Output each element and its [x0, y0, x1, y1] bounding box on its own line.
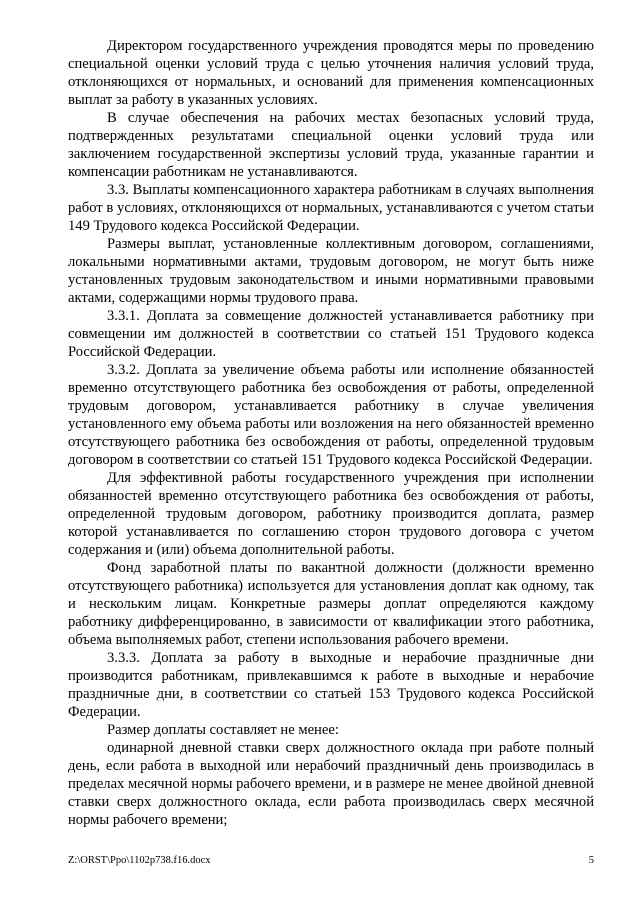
page-footer	[68, 854, 594, 868]
paragraph-effective-work: Для эффективной работы государственного учреждения при исполнении обязанностей временно отсутствующего работника без освобождения от работы, определенной трудовым договором, работнику производится доплата, размер которой устанавливается по соглашению сторон трудового договора с учетом содержания и (или) объема дополнительной работы.	[68, 470, 594, 558]
paragraph-special-assessment: Директором государственного учреждения проводятся меры по проведению специальной оценки условий труда с целью уточнения наличия условий труда, отклоняющихся от нормальных, и оснований для применения компенсационных выплат за работу в указанных условиях.	[68, 38, 594, 108]
paragraph-wage-fund: Фонд заработной платы по вакантной должности (должности временно отсутствующего работника) используется для установления доплат как одному, так и нескольким лицам. Конкретные размеры доплат определяются каждому работнику дифференцированно, в зависимости от квалификации этого работника, объема выполняемых работ, степени использования рабочего времени.	[68, 560, 594, 648]
paragraph-payment-minimum: Размер доплаты составляет не менее:	[107, 722, 339, 738]
paragraph-payment-sizes: Размеры выплат, установленные коллективным договором, соглашениями, локальными нормативными актами, трудовым договором, не могут быть ниже установленных трудовым законодательством и иными нормативными правовыми актами, содержащими нормы трудового права.	[68, 236, 594, 306]
paragraph-section-3-3-2: 3.3.2. Доплата за увеличение объема работы или исполнение обязанностей временно отсутствующего работника без освобождения от работы, определенной трудовым договором, устанавливается работнику в случае увеличения установленного ему объема работы или возложения на него обязанностей временно отсутствующего работника без освобождения от работы, определенной трудовым договором в соответствии со статьей 151 Трудового кодекса Российской Федерации.	[68, 362, 594, 468]
page-number: 5	[588, 855, 594, 866]
footer-file-path: Z:\ORST\Ppo\1102p738.f16.docx	[68, 855, 211, 866]
paragraph-section-3-3-3: 3.3.3. Доплата за работу в выходные и нерабочие праздничные дни производится работникам, привлекавшимся к работе в выходные и нерабочие праздничные дни, в соответствии со статьей 153 Трудового кодекса Российской Федерации.	[68, 650, 594, 720]
paragraph-single-rate: одинарной дневной ставки сверх должностного оклада при работе полный день, если работа в выходной или нерабочий праздничный день производилась в пределах месячной нормы рабочего времени, и в размере не менее двойной дневной ставки сверх должностного оклада, если работа производилась сверх месячной нормы рабочего времени;	[68, 740, 594, 828]
paragraph-safe-conditions: В случае обеспечения на рабочих местах безопасных условий труда, подтвержденных результатами специальной оценки условий труда или заключением государственной экспертизы условий труда, указанные гарантии и компенсации работникам не устанавливаются.	[68, 110, 594, 180]
paragraph-section-3-3: 3.3. Выплаты компенсационного характера работникам в случаях выполнения работ в условиях, отклоняющихся от нормальных, устанавливаются с учетом статьи 149 Трудового кодекса Российской Федерации.	[68, 182, 594, 234]
document-page	[68, 37, 594, 829]
paragraph-section-3-3-1: 3.3.1. Доплата за совмещение должностей устанавливается работнику при совмещении им должностей в соответствии со статьей 151 Трудового кодекса Российской Федерации.	[68, 308, 594, 360]
